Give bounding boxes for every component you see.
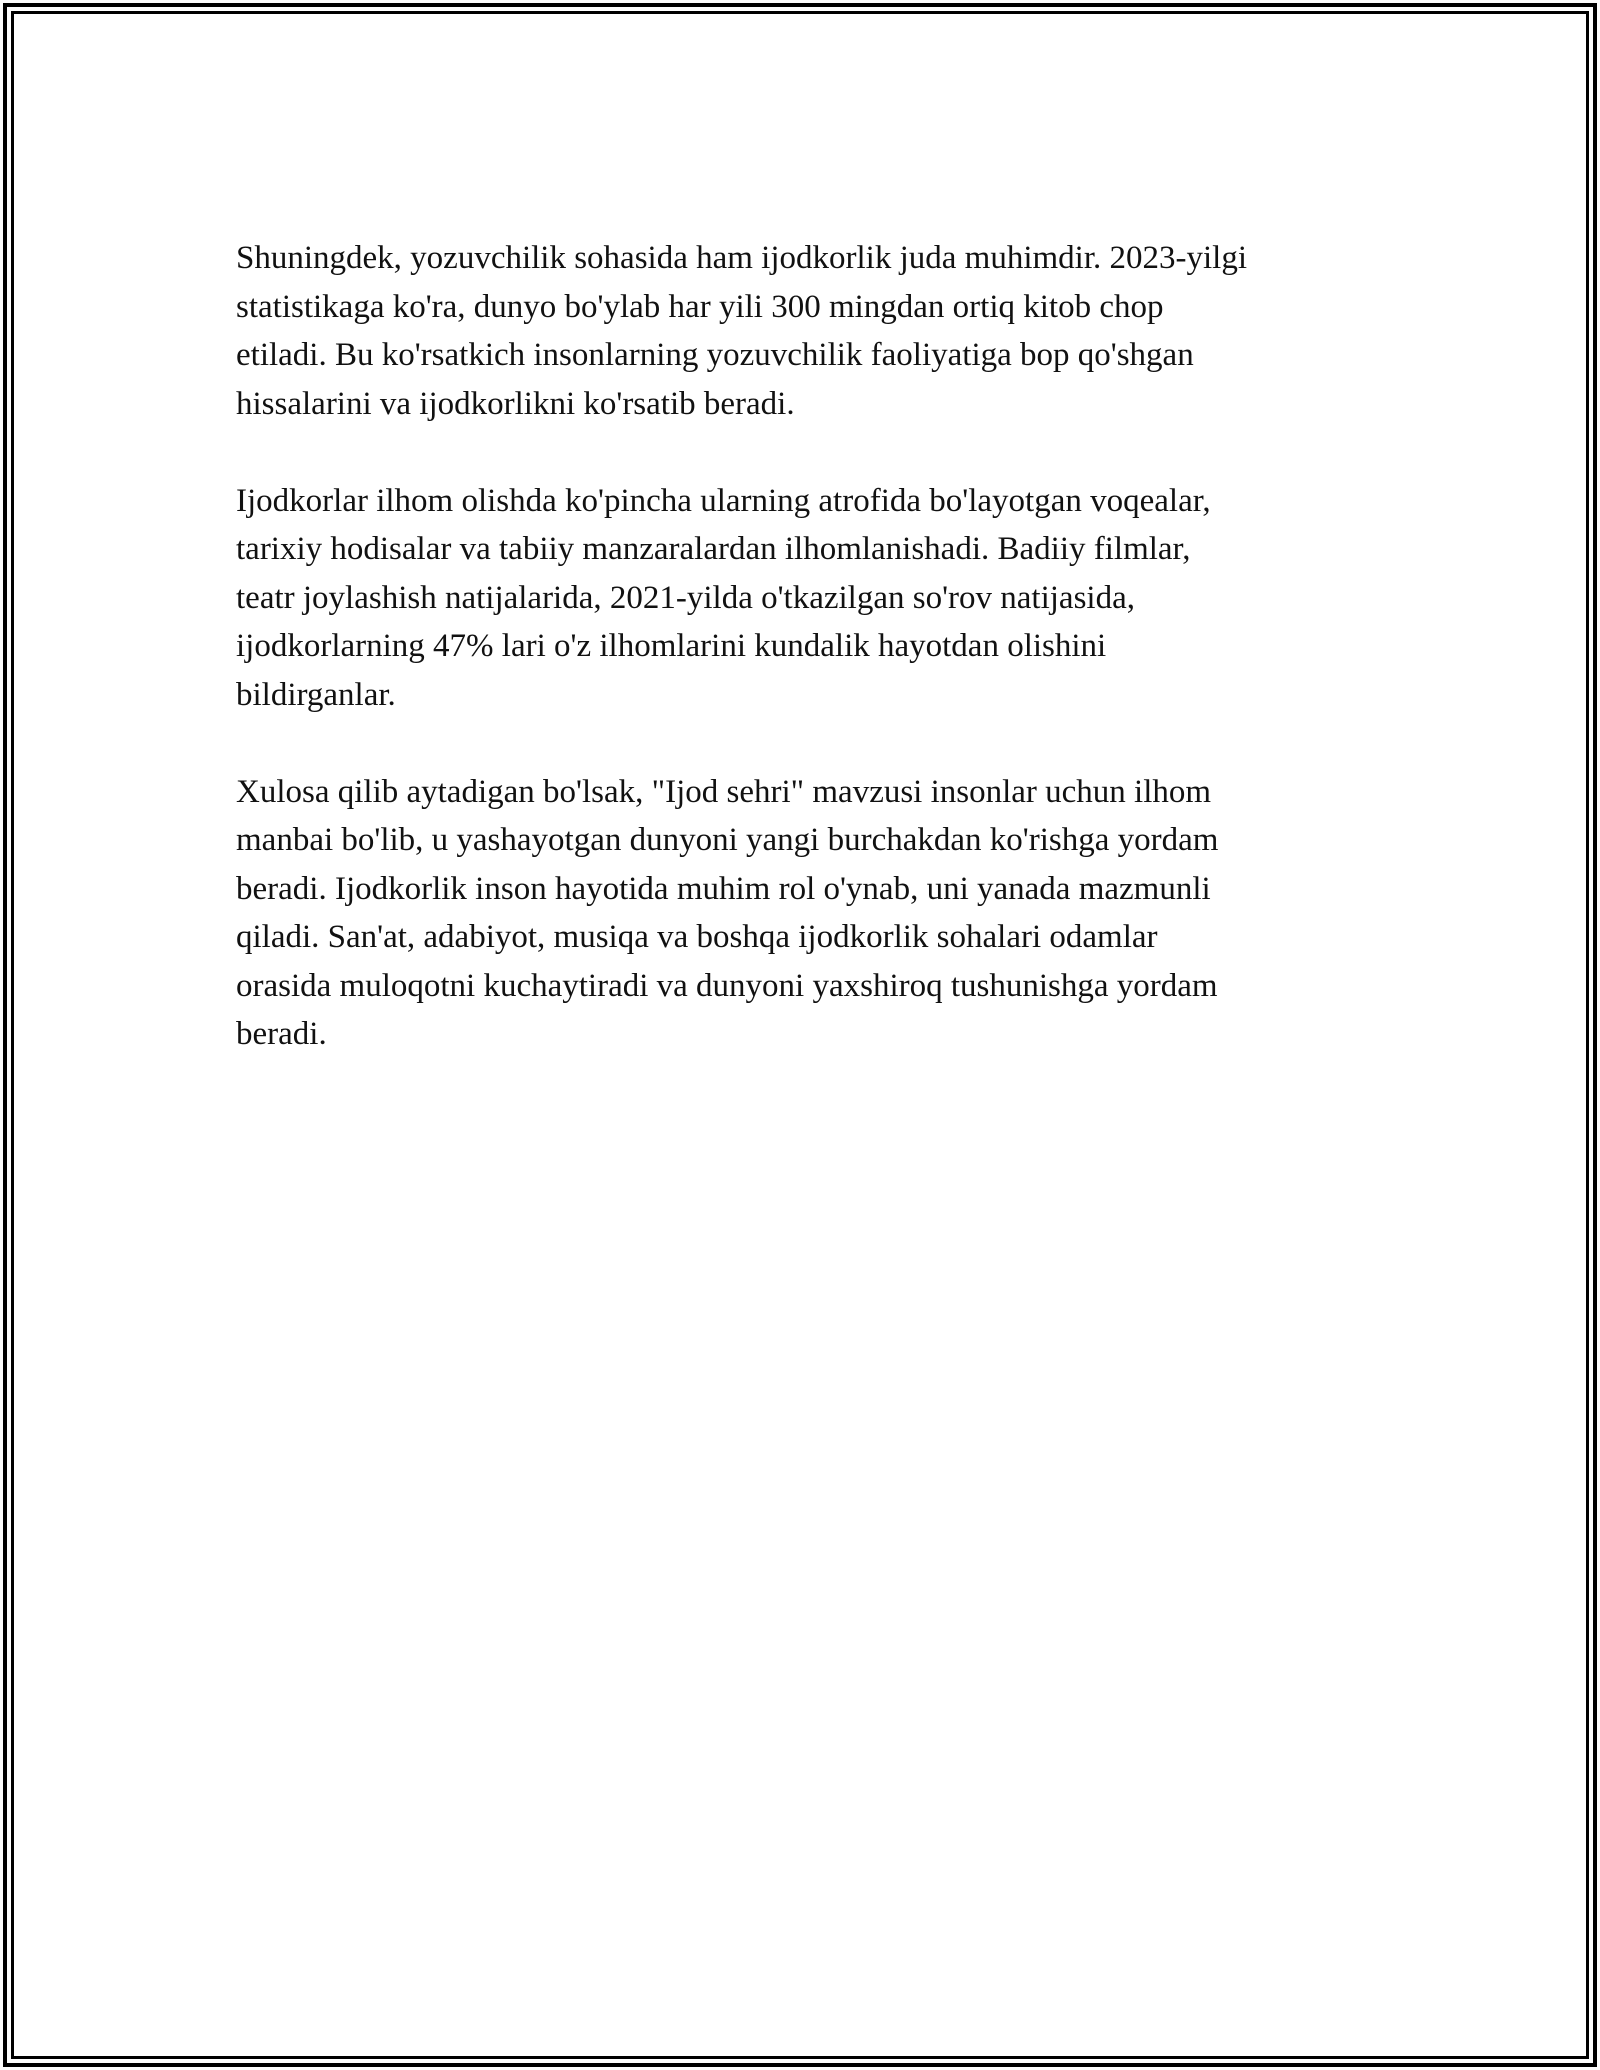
text-line: bildirganlar. xyxy=(236,676,396,713)
paragraph-1 xyxy=(236,234,1386,428)
text-line: Xulosa qilib aytadigan bo'lsak, "Ijod sehri" mavzusi insonlar uchun ilhom xyxy=(236,773,1212,810)
text-line: statistikaga ko'ra, dunyo bo'ylab har yili 300 mingdan ortiq kitob chop xyxy=(236,288,1164,325)
document-body xyxy=(236,234,1386,1107)
text-line: tarixiy hodisalar va tabiiy manzaralardan ilhomlanishadi. Badiiy filmlar, xyxy=(236,531,1191,567)
text-line: beradi. xyxy=(236,1016,327,1052)
text-line: manbai bo'lib, u yashayotgan dunyoni yangi burchakdan ko'rishga yordam xyxy=(236,822,1219,858)
paragraph-3 xyxy=(236,768,1386,1059)
text-line: teatr joylashish natijalarida, 2021-yilda o'tkazilgan so'rov natijasida, xyxy=(236,579,1135,616)
paragraph-2 xyxy=(236,477,1386,720)
text-line: qiladi. San'at, adabiyot, musiqa va boshqa ijodkorlik sohalari odamlar xyxy=(236,919,1158,955)
text-line: Shuningdek, yozuvchilik sohasida ham ijodkorlik juda muhimdir. 2023-yilgi xyxy=(236,240,1247,276)
text-line: ijodkorlarning 47% lari o'z ilhomlarini kundalik hayotdan olishini xyxy=(236,628,1107,664)
text-line: beradi. Ijodkorlik inson hayotida muhim rol o'ynab, uni yanada mazmunli xyxy=(236,870,1211,907)
text-line: etiladi. Bu ko'rsatkich insonlarning yozuvchilik faoliyatiga bop qo'shgan xyxy=(236,337,1194,373)
text-line: Ijodkorlar ilhom olishda ko'pincha ularning atrofida bo'layotgan voqealar, xyxy=(236,482,1211,519)
text-line: hissalarini va ijodkorlikni ko'rsatib beradi. xyxy=(236,385,795,422)
text-line: orasida muloqotni kuchaytiradi va dunyoni yaxshiroq tushunishga yordam xyxy=(236,967,1218,1004)
